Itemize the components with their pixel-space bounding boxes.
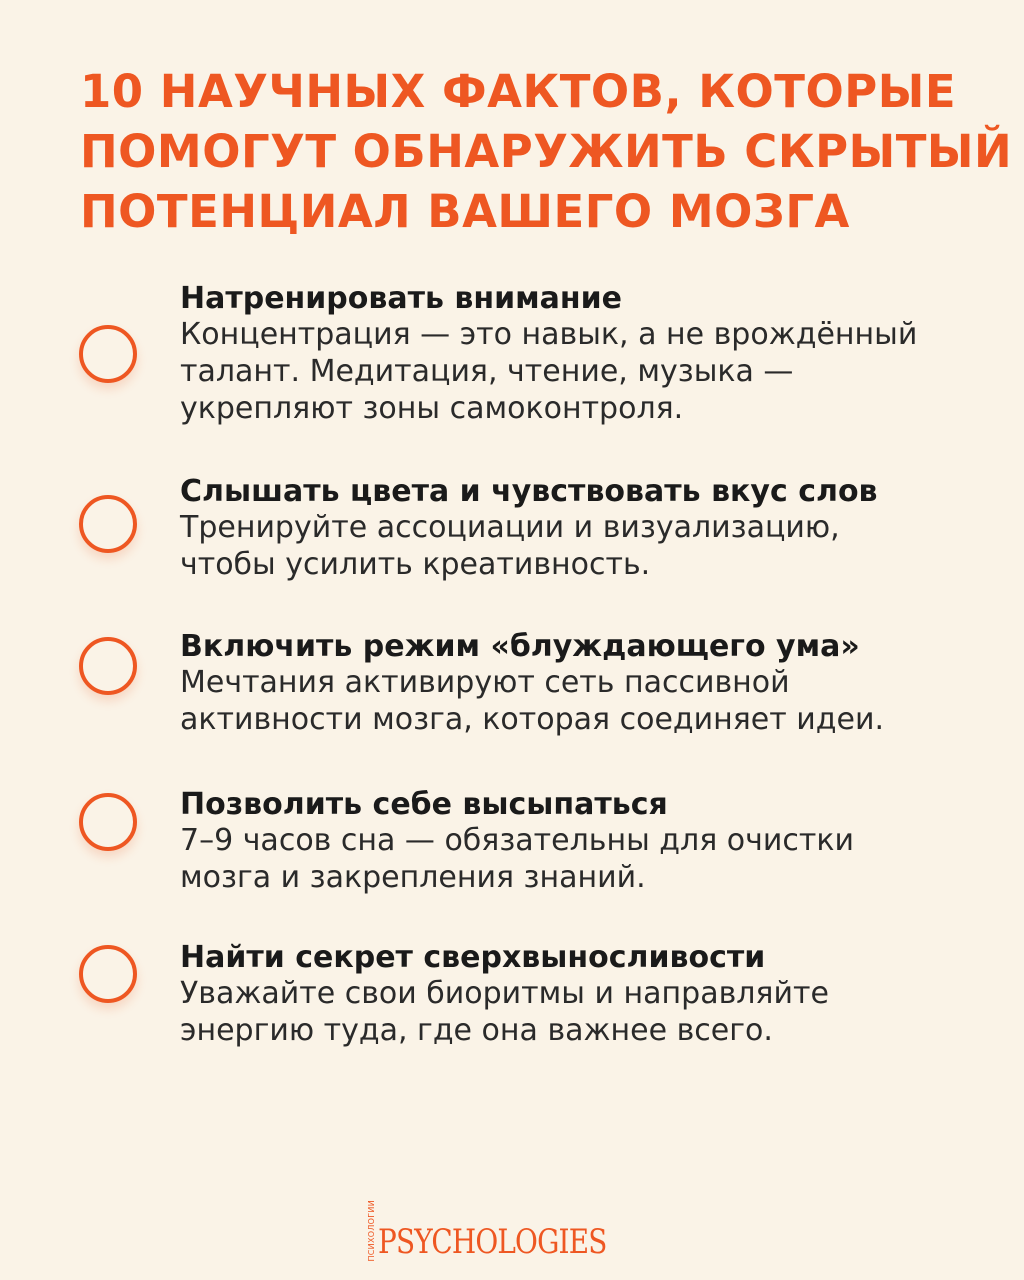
page-title xyxy=(80,62,1013,242)
fact-title: Включить режим «блуждающего ума» xyxy=(180,629,860,664)
fact-body-line: укрепляют зоны самоконтроля. xyxy=(180,391,684,426)
fact-title: Натренировать внимание xyxy=(180,281,623,316)
circle-icon xyxy=(79,495,137,553)
logo-wordmark xyxy=(367,1200,657,1262)
fact-text xyxy=(180,941,1000,1049)
fact-body-line: Тренируйте ассоциации и визуализацию, xyxy=(180,510,840,545)
fact-body-line: чтобы усилить креативность. xyxy=(180,547,651,582)
title-line-2: ПОМОГУТ ОБНАРУЖИТЬ СКРЫТЫЙ xyxy=(80,125,1013,178)
fact-body-line: Уважайте свои биоритмы и направляйте xyxy=(180,976,829,1011)
fact-text xyxy=(180,282,1000,427)
fact-title: Слышать цвета и чувствовать вкус слов xyxy=(180,474,878,509)
fact-body-line: Концентрация — это навык, а не врождённый xyxy=(180,317,918,352)
fact-body-line: мозга и закрепления знаний. xyxy=(180,860,646,895)
circle-icon xyxy=(79,945,137,1003)
circle-icon xyxy=(79,793,137,851)
fact-body-line: энергию туда, где она важнее всего. xyxy=(180,1013,773,1048)
fact-body-line: активности мозга, которая соединяет идеи. xyxy=(180,702,885,737)
fact-title: Найти секрет сверхвыносливости xyxy=(180,940,766,975)
fact-title: Позволить себе высыпаться xyxy=(180,787,668,822)
title-line-3: ПОТЕНЦИАЛ ВАШЕГО МОЗГА xyxy=(80,185,850,238)
fact-text xyxy=(180,630,1000,738)
fact-body-line: Мечтания активируют сеть пассивной xyxy=(180,665,790,700)
logo-main-text: PSYCHOLOGIES xyxy=(378,1221,607,1262)
fact-text xyxy=(180,788,1000,896)
logo-small-text: ПСИХОЛОГИИ xyxy=(367,1200,377,1262)
psychologies-logo xyxy=(0,1200,1024,1262)
circle-icon xyxy=(79,325,137,383)
fact-body-line: 7–9 часов сна — обязательны для очистки xyxy=(180,823,854,858)
fact-text xyxy=(180,475,1000,583)
title-line-1: 10 НАУЧНЫХ ФАКТОВ, КОТОРЫЕ xyxy=(80,65,957,118)
fact-body-line: талант. Медитация, чтение, музыка — xyxy=(180,354,794,389)
circle-icon xyxy=(79,637,137,695)
